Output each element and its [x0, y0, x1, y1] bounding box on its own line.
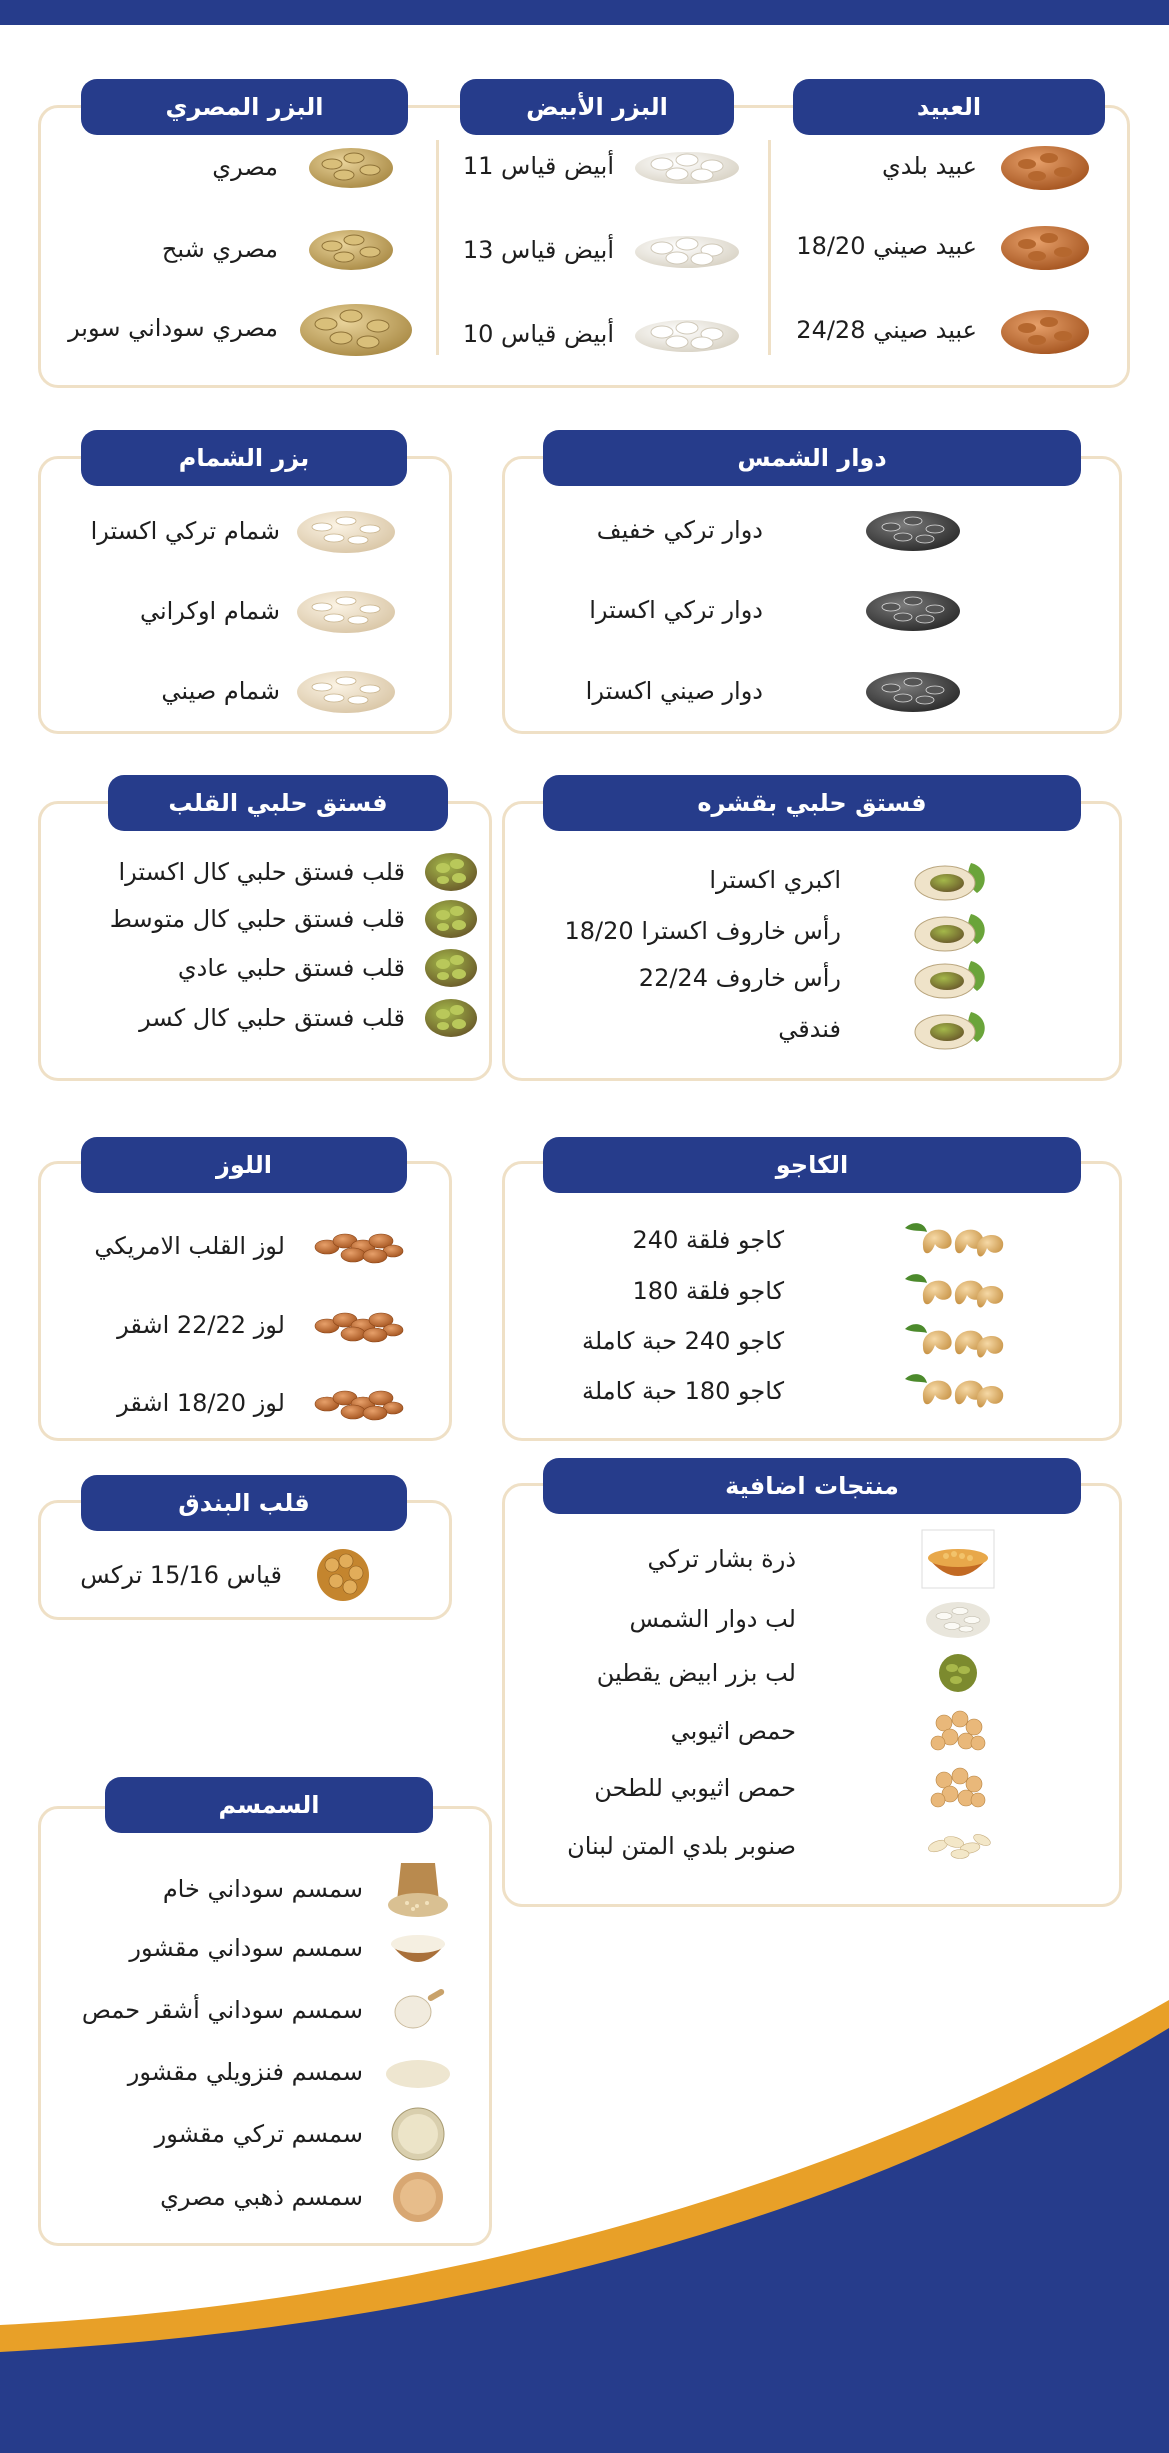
- list-item: [155, 2106, 453, 2162]
- separator: [436, 140, 439, 355]
- list-item: [629, 1596, 996, 1642]
- item-label: اكبري اكسترا: [709, 866, 841, 894]
- sunflower-kernel-icon: [920, 1596, 996, 1642]
- list-item: [565, 908, 991, 954]
- list-item: [567, 1826, 996, 1866]
- list-item: [139, 996, 479, 1040]
- list-item: [463, 312, 742, 356]
- list-item: [594, 1760, 996, 1816]
- item-label: أبيض قياس 11: [462, 152, 614, 180]
- list-item: [163, 1857, 453, 1921]
- almond-icon: [997, 302, 1093, 358]
- cashew-icon: [899, 1367, 1009, 1415]
- item-label: سمسم سوداني خام: [162, 1875, 363, 1903]
- item-label: رأس خاروف اكسترا 18/20: [564, 917, 841, 945]
- pistachio-kernel-icon: [423, 946, 479, 990]
- list-item: [582, 1367, 1009, 1415]
- item-label: قلب فستق حلبي كال متوسط: [109, 905, 405, 933]
- item-label: حمص اثيوبي للطحن: [594, 1774, 796, 1802]
- list-item: [582, 1317, 1009, 1365]
- list-item: [162, 224, 396, 274]
- almond-icon: [997, 138, 1093, 194]
- egyptian-seeds-icon: [296, 296, 416, 360]
- item-label: كاجو فلقة 180: [632, 1277, 784, 1305]
- list-item: [639, 955, 991, 1001]
- list-item: [633, 1216, 1009, 1264]
- sunflower-seeds-icon: [863, 585, 963, 635]
- list-item: [94, 1225, 405, 1267]
- list-item: [68, 296, 416, 360]
- list-item: [140, 585, 399, 637]
- item-label: مصري سوداني سوبر: [68, 314, 278, 342]
- list-item: [597, 1650, 996, 1696]
- header-white-seeds: البزر الأبيض: [460, 79, 734, 135]
- item-label: مصري: [212, 153, 278, 181]
- list-item: [80, 1545, 374, 1605]
- pistachio-icon: [907, 908, 991, 954]
- item-label: سمسم سوداني مقشور: [129, 1934, 363, 1962]
- list-item: [463, 228, 742, 272]
- list-item: [119, 850, 480, 894]
- almond-kernel-icon: [313, 1304, 405, 1346]
- item-label: أبيض قياس 13: [462, 236, 614, 264]
- list-item: [82, 1982, 453, 2038]
- sunflower-seeds-icon: [863, 666, 963, 716]
- list-item: [586, 666, 963, 716]
- item-label: سمسم فنزويلي مقشور: [127, 2058, 363, 2086]
- item-label: ذرة بشار تركي: [647, 1545, 796, 1573]
- item-label: قلب فستق حلبي كال كسر: [139, 1004, 405, 1032]
- item-label: دوار تركي خفيف: [596, 516, 763, 544]
- item-label: لوز 18/20 اشقر: [117, 1389, 285, 1417]
- sesame-bowl-icon: [383, 1920, 453, 1976]
- pistachio-icon: [907, 955, 991, 1001]
- sesame-sack-icon: [383, 1857, 453, 1921]
- header-pistachio-kernel: فستق حلبي القلب: [108, 775, 448, 831]
- hazelnut-icon: [312, 1545, 374, 1605]
- header-melon-seeds: بزر الشمام: [81, 430, 407, 486]
- header-sesame: السمسم: [105, 1777, 433, 1833]
- item-label: كاجو 240 حبة كاملة: [581, 1327, 784, 1355]
- pistachio-icon: [907, 1006, 991, 1052]
- list-item: [178, 946, 479, 990]
- header-almond: اللوز: [81, 1137, 407, 1193]
- melon-seeds-icon: [294, 585, 399, 637]
- item-label: أبيض قياس 10: [462, 320, 614, 348]
- item-label: سمسم تركي مقشور: [154, 2120, 363, 2148]
- header-extras: منتجات اضافية: [543, 1458, 1081, 1514]
- list-item: [160, 2169, 453, 2225]
- item-label: عبيد بلدي: [881, 152, 977, 180]
- item-label: شمام تركي اكسترا: [90, 517, 280, 545]
- pine-nuts-icon: [920, 1826, 996, 1866]
- item-label: قياس 15/16 تركس: [80, 1561, 282, 1589]
- popcorn-corn-icon: [920, 1528, 996, 1590]
- header-pistachio-shell: فستق حلبي بقشره: [543, 775, 1081, 831]
- chickpeas-icon: [920, 1760, 996, 1816]
- egyptian-seeds-icon: [306, 224, 396, 274]
- item-label: كاجو فلقة 240: [632, 1226, 784, 1254]
- list-item: [129, 1920, 453, 1976]
- pistachio-kernel-icon: [423, 996, 479, 1040]
- item-label: لب بزر ابيض يقطين: [596, 1659, 796, 1687]
- item-label: دوار تركي اكسترا: [589, 596, 763, 624]
- list-item: [110, 897, 479, 941]
- item-label: لب دوار الشمس: [629, 1605, 796, 1633]
- list-item: [709, 857, 991, 903]
- list-item: [161, 665, 399, 717]
- list-item: [117, 1304, 405, 1346]
- list-item: [648, 1528, 996, 1590]
- almond-icon: [997, 218, 1093, 274]
- sesame-golden-icon: [383, 2169, 453, 2225]
- pistachio-kernel-icon: [423, 897, 479, 941]
- item-label: رأس خاروف 22/24: [638, 964, 841, 992]
- sesame-pile-icon: [383, 2052, 453, 2092]
- chickpeas-icon: [920, 1703, 996, 1759]
- list-item: [882, 138, 1093, 194]
- white-seeds-icon: [632, 312, 742, 356]
- separator: [768, 140, 771, 355]
- list-item: [633, 1267, 1009, 1315]
- item-label: حمص اثيوبي: [670, 1717, 796, 1745]
- list-item: [589, 585, 963, 635]
- item-label: شمام اوكراني: [139, 597, 280, 625]
- sesame-spoon-icon: [383, 1982, 453, 2038]
- pistachio-icon: [907, 857, 991, 903]
- list-item: [796, 218, 1093, 274]
- white-seeds-icon: [632, 144, 742, 188]
- item-label: لوز القلب الامريكي: [94, 1232, 285, 1260]
- item-label: عبيد صيني 18/20: [796, 232, 977, 260]
- white-seeds-icon: [632, 228, 742, 272]
- cashew-icon: [899, 1317, 1009, 1365]
- list-item: [91, 505, 399, 557]
- item-label: سمسم ذهبي مصري: [160, 2183, 363, 2211]
- cashew-icon: [899, 1216, 1009, 1264]
- list-item: [796, 302, 1093, 358]
- item-label: قلب فستق حلبي كال اكسترا: [118, 858, 405, 886]
- item-label: قلب فستق حلبي عادي: [177, 954, 405, 982]
- header-hazelnut: قلب البندق: [81, 1475, 407, 1531]
- list-item: [597, 505, 963, 555]
- item-label: شمام صيني: [161, 677, 280, 705]
- header-cashew: الكاجو: [543, 1137, 1081, 1193]
- list-item: [117, 1382, 405, 1424]
- item-label: صنوبر بلدي المتن لبنان: [567, 1832, 796, 1860]
- list-item: [671, 1703, 996, 1759]
- item-label: دوار صيني اكسترا: [585, 677, 763, 705]
- list-item: [463, 144, 742, 188]
- sesame-plate-icon: [383, 2106, 453, 2162]
- header-egyptian-seeds: البزر المصري: [81, 79, 408, 135]
- header-sunflower: دوار الشمس: [543, 430, 1081, 486]
- egyptian-seeds-icon: [306, 142, 396, 192]
- almond-kernel-icon: [313, 1225, 405, 1267]
- sunflower-seeds-icon: [863, 505, 963, 555]
- list-item: [778, 1006, 991, 1052]
- top-bar: [0, 0, 1169, 25]
- melon-seeds-icon: [294, 505, 399, 557]
- melon-seeds-icon: [294, 665, 399, 717]
- pumpkin-seeds-icon: [920, 1650, 996, 1696]
- list-item: [212, 142, 396, 192]
- cashew-icon: [899, 1267, 1009, 1315]
- list-item: [128, 2052, 453, 2092]
- item-label: مصري شبح: [161, 235, 278, 263]
- item-label: كاجو 180 حبة كاملة: [581, 1377, 784, 1405]
- item-label: عبيد صيني 24/28: [796, 316, 977, 344]
- pistachio-kernel-icon: [423, 850, 479, 894]
- header-obaid: العبيد: [793, 79, 1105, 135]
- almond-kernel-icon: [313, 1382, 405, 1424]
- item-label: فندقي: [778, 1015, 841, 1043]
- item-label: لوز 22/22 اشقر: [117, 1311, 285, 1339]
- item-label: سمسم سوداني أشقر حمص: [81, 1996, 363, 2024]
